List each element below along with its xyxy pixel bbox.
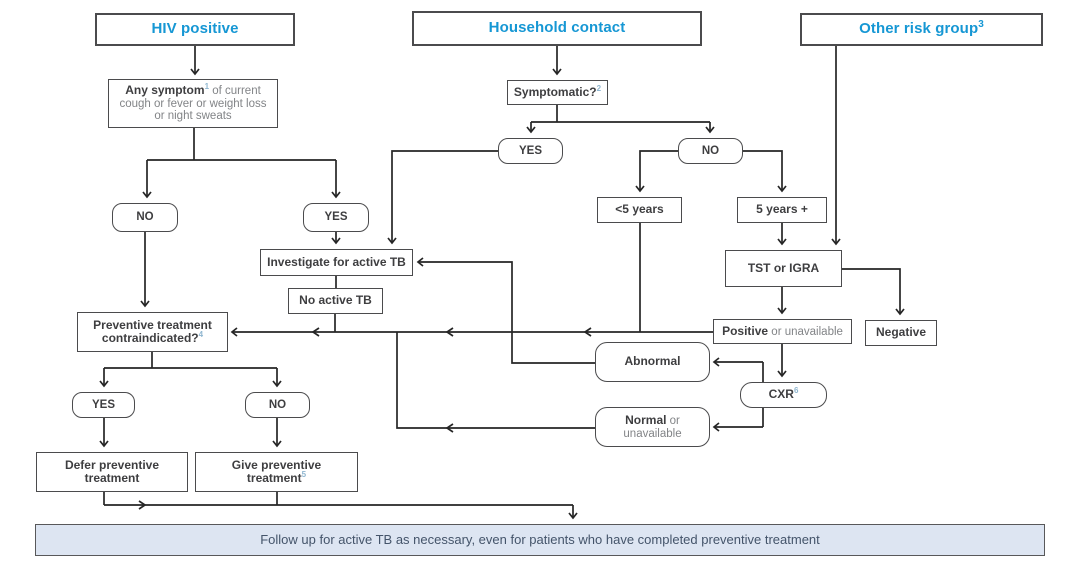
node-label: Symptomatic?$^2$ (513, 83, 602, 99)
node-contraindicated-no (245, 392, 310, 418)
node-label: <5 years (615, 202, 664, 217)
node-abnormal (595, 342, 710, 382)
node-symptomatic (507, 80, 608, 105)
node-label: 5 years + (756, 202, 808, 217)
node-label: NO (268, 398, 287, 411)
node-other-risk-group (800, 13, 1043, 46)
node-tst-or-igra (725, 250, 842, 287)
node-investigate-active-tb (260, 249, 413, 276)
node-hiv-yes (303, 203, 369, 232)
footnote-4: 4 (198, 330, 204, 339)
node-label: TST or IGRA (747, 260, 820, 275)
node-label: Investigate for active TB (267, 254, 406, 269)
node-household-no (678, 138, 743, 164)
node-normal-or-unavailable: Normal or unavailable (595, 407, 710, 447)
node-label: YES (91, 398, 115, 411)
node-give-preventive-treatment: Give preventive treatment$^5$ (195, 452, 358, 492)
node-any-symptom: Any symptom$^1$ of current cough or fever or weight loss or night sweats (108, 79, 278, 128)
node-negative (865, 320, 937, 346)
node-5-years-plus (737, 197, 827, 223)
node-contraindicated-yes (72, 392, 135, 418)
node-defer-preventive-treatment: Defer preventive treatment (36, 452, 188, 492)
node-label: Other risk group$^3$ (859, 19, 984, 38)
banner-text: Follow up for active TB as necessary, even for patients who have completed preventive treatment (260, 531, 820, 547)
node-household-contact (412, 11, 702, 46)
node-positive-or-unavailable: Positive or unavailable (713, 319, 852, 344)
node-household-yes (498, 138, 563, 164)
node-cxr (740, 382, 827, 408)
node-label: NO (136, 211, 154, 224)
node-no-active-tb (288, 288, 383, 314)
node-label: CXR$^6$ (768, 386, 799, 402)
footnote-5: 5 (301, 470, 307, 479)
node-label: Household contact (488, 19, 626, 37)
node-label: YES (518, 144, 542, 157)
node-label: YES (324, 211, 348, 224)
footnote-6: 6 (793, 386, 799, 396)
node-hiv-positive (95, 13, 295, 46)
footnote-1: 1 (204, 81, 210, 91)
follow-up-banner (35, 524, 1045, 556)
footnote-3: 3 (978, 19, 984, 31)
node-label: HIV positive (151, 20, 239, 38)
node-under-5-years (597, 197, 682, 223)
node-label: Abnormal (624, 354, 681, 369)
node-preventive-treatment-contraindicated: Preventive treatment contraindicated?$^4$ (77, 312, 228, 352)
node-label: NO (701, 144, 720, 157)
footnote-2: 2 (596, 83, 602, 93)
node-label: Negative (875, 325, 927, 340)
node-hiv-no (112, 203, 178, 232)
node-label: No active TB (299, 293, 372, 308)
